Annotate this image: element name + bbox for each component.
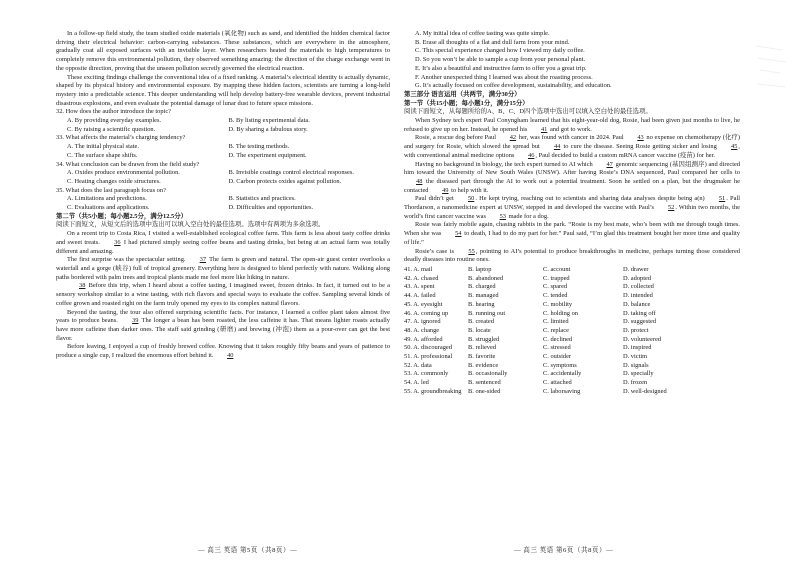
choice-cell: C. declined [543,335,573,343]
choice-cell: B. relieved [468,344,497,352]
choice-cell: 51. A. professional [404,353,453,361]
choice-cell: 54. A. led [404,379,429,387]
sentence-option: E. It’s also a beautiful and instructive farm to offer you a great trip. [415,64,587,72]
choice-cell: B. sentenced [468,379,501,387]
answer-option: C. Evaluations and applications. [67,204,150,212]
passage-paragraph: These exciting findings challenge the conventional idea of a fixed ranking. A material’s electrical identity is actually dynamic, shaped by its physical history and environmental exposure. By mapping these hidden factors, scientists are turning a long-held mystery into a predictable science. This deeper understanding will help develop battery-free wearable devices, prevent industrial disastrous explosions, and even evaluate the potential damage of lunar dust to future space missions. [56,73,390,107]
blank-55: 55 [468,247,475,255]
choice-cell: D. intended [623,292,653,300]
question-options [56,143,390,160]
left-column [56,30,390,543]
passage-paragraph: Rosie was fairly mobile again, chasing rabbits in the park. “Rosie is my best mate, who’s been with me through tough times. When she was 54 to death, I had to do my part for her.” Paul said, “I’m glad this treatment bought her more time and quality of life.” [404,221,740,246]
blank-49: 49 [442,186,449,194]
choice-cell: 46. A. coming up [404,309,449,317]
choice-cell: C. replace [543,326,569,334]
choice-cell: C. tended [543,292,568,300]
answer-option: C. Heating changes oxide structures. [67,177,161,185]
sentence-option: B. Erase all thoughts of a flat and dull farm from your mind. [415,38,570,46]
answer-option: A. By providing everyday examples. [67,117,162,125]
choice-cell: D. balance [623,300,651,308]
choice-cell: C. symptoms [543,361,577,369]
choice-cell: C. spared [543,283,568,291]
choice-cell: 42. A. chased [404,274,439,282]
answer-option: D. The experiment equipment. [228,151,307,159]
passage-paragraph: Rosie’s case is 55, pointing to AI’s potential to produce breakthroughs in medicine, perhaps turning those considered deadly diseases into routine ones. [404,247,740,264]
choice-cell: 43. A. spent [404,283,435,291]
sentence-option: D. So you won’t be able to sample a cup from your personal plant. [415,56,586,64]
choice-cell: 50. A. discouraged [404,344,452,352]
blank-41: 41 [540,125,548,133]
passage-paragraph: In a follow-up field study, the team studied oxide materials (氧化物) such as sand, and identified the hidden chemical factor driving their electrical behavior: carbon-carrying substances. These substances, which are everywhere in the atmosphere, gradually coat all exposed surfaces with an invisible layer. When researchers heated the materials to high temperatures to completely remove this environmental pollution, they observed something amazing: the direction of the charge exchange went in the opposite direction, proving that the unseen pollution secretly governed the electrical reaction. [56,30,390,72]
blank-45: 45 [731,143,738,151]
answer-option: B. The testing methods. [228,143,290,151]
choice-cell: C. stressed [543,344,571,352]
choice-cell: C. outsider [543,353,572,361]
blank-37: 37 [199,256,207,264]
choice-cell: D. collected [623,283,654,291]
blank-48: 48 [416,177,423,185]
choice-cell: B. laptop [468,265,492,273]
choice-cell: D. volunteered [623,335,661,343]
choice-cell: C. laborsaving [543,387,581,395]
choice-cell: B. charged [468,283,496,291]
answer-option: A. The initial physical state. [67,143,139,151]
question-stem: 33. What affects the material’s charging tendency? [56,134,186,142]
choice-cell: D. adopted [623,274,652,282]
question-stem: 35. What does the last paragraph focus on? [56,186,166,194]
answer-option: D. Carbon protects oxides against pollution. [228,177,342,185]
sentence-option: F. Another unexpected thing I learned was about the roasting process. [415,73,593,81]
blank-52: 52 [667,204,675,212]
section-heading: 第一节（共15小题；每小题1分，满分15分） [404,99,529,107]
answer-option: A. Limitations and predictions. [67,195,147,203]
choice-cell: C. limited [543,318,569,326]
blank-39: 39 [132,317,139,325]
faint-handwriting-mark [752,40,792,100]
choice-cell: C. trapped [543,274,570,282]
question-options [56,169,390,186]
passage-paragraph: Having no background in biology, the tech expert turned to AI which 47 genomic sequencing (基因组测序) and directed him toward the University of New South Wales (UNSW). After having Rosie’s DNA sequenced, Paul compared her cells to 48 the diseased part through the AI to work out a potential treatment. Soon he settled on a plan, but the drugmaker he contacted 49 to help with it. [404,160,740,194]
blank-38: 38 [79,282,86,290]
passage-paragraph: Before leaving, I enjoyed a cup of freshly brewed coffee. Knowing that it takes roughly fifty beans and years of patience to produce a single cup, I realized the enormous effort behind it. 40 [56,343,390,360]
choice-cell: C. holding on [543,309,578,317]
choice-cell: 45. A. eyesight [404,300,443,308]
answer-option: C. By raising a scientific question. [67,125,156,133]
choice-cell: C. account [543,265,571,273]
choice-cell: D. suggested [623,318,657,326]
option-list [404,30,740,91]
choice-cell: D. well-designed [623,387,667,395]
passage-paragraph: Beyond the tasting, the tour also offered surprising scientific facts. For instance, I learned a coffee plant takes almost five years to produce beans. 39 The longer a bean has been roasted, the less caffeine it has. That means lighter roasts actually have more caffeine than darker ones. The staff said grinding (研磨) and brewing (冲泡) them as a pour-over can get the best flavor. [56,308,390,342]
page-footer-right: — 高三 英语 第6页（共8页）— [514,547,614,555]
blank-43: 43 [637,134,644,142]
choice-cell: D. signals [623,361,649,369]
question-options [56,117,390,134]
choice-cell: B. locate [468,326,491,334]
choice-cell: D. victim [623,353,648,361]
answer-option: B. Invisible coatings control electrical responses. [228,169,354,177]
choice-cell: B. evidence [468,361,499,369]
passage-paragraph: The first surprise was the spectacular setting. 37 The farm is green and natural. The open-air guest center overlooks a waterfall and a gorge (峡谷) full of tropical greenery. Everything here is designed to blend perfectly with nature. Walking along paths bordered with palm trees and tropical plants made me feel more like hiking in nature. [56,256,390,281]
blank-53: 53 [499,212,506,220]
blank-44: 44 [553,143,561,151]
question-list [56,108,390,212]
answer-option: D. Difficulties and opportunities. [228,204,314,212]
blank-36: 36 [114,238,121,246]
choice-cell: C. mobility [543,300,573,308]
choice-cell: 41. A. mail [404,265,433,273]
choice-cell: C. accidentally [543,370,582,378]
answer-option: B. By listing experimental data. [228,117,310,125]
passage-paragraph: Rosie, a rescue dog before Paul 42 her, was found with cancer in 2024. Paul 43 no expense on chemotherapy (化疗) and surgery for Rosie, which slowed the spread but 44 to cure the disease. Seeing Rosie getting sicker and losing 45, with conventional animal medicine options 46, Paul decided to build a custom mRNA cancer vaccine (疫苗) for her. [404,134,740,159]
choice-cell: D. specially [623,370,654,378]
blank-54: 54 [455,230,462,238]
choice-cell: B. one-sided [468,387,501,395]
answer-choices-table [404,266,740,397]
blank-47: 47 [606,160,613,168]
right-column [404,30,740,543]
question-stem: 32. How does the author introduce the topic? [56,108,172,116]
answer-option: D. By sharing a fabulous story. [228,125,308,133]
passage-paragraph: When Sydney tech expert Paul Conyngham learned that his eight-year-old dog, Rosie, had been given just months to live, he refused to give up on her. Instead, he opened his 41 and got to work. [404,117,740,133]
choice-cell: B. struggled [468,335,500,343]
blank-50: 50 [467,195,475,203]
choice-cell: D. frozen [623,379,648,387]
choice-cell: 55. A. groundbreaking [404,387,462,395]
passage-paragraph: On a recent trip to Costa Rica, I visited a well-established ecological coffee farm. This farm is less about tasty coffee drinks and sweet treats. 36 I had pictured simply seeing coffee beans and tasting drinks, but being at an actual farm was totally different and amazing. [56,230,390,255]
passage-paragraph: Paul didn’t get 50. He kept trying, reaching out to scientists and sharing data analyses despite being a(n) 51. Pall Thordarson, a nanomedicine expert at UNSW, stepped in and developed the vaccine with Paul’s 52. Within two months, the world’s first cancer vaccine was 53 made for a dog. [404,195,740,220]
blank-40: 40 [227,352,234,360]
choice-cell: 53. A. commonly [404,370,449,378]
question-stem: 34. What conclusion can be drawn from the field study? [56,160,200,168]
choice-cell: D. protect [623,326,649,334]
choice-cell: B. abandoned [468,274,504,282]
answer-option: A. Oxides produce environmental pollution. [67,169,180,177]
choice-cell: 49. A. afforded [404,335,443,343]
part-heading: 第三部分 语言运用（共两节，满分30分） [404,90,521,98]
passage-paragraph: 38 Before this trip, when I heard about a coffee tasting, I imagined sweet, frozen drinks. In fact, it turned out to be a sensory workshop similar to a wine tasting, with rich flavors and special ways to evaluate the coffee. Sampling several kinds of coffee grown and roasted right on the farm truly opened my eyes to its complex natural flavors. [56,282,390,307]
answer-option: C. The surface shape shifts. [67,151,138,159]
choice-cell: 44. A. failed [404,292,436,300]
section-heading: 第二节（共5小题；每小题2.5分，满分12.5分） [56,212,188,220]
sentence-option: C. This special experience changed how I viewed my daily coffee. [415,47,585,55]
choice-cell: B. managed [468,292,499,300]
choice-cell: B. favorite [468,353,496,361]
choice-cell: B. hearing [468,300,495,308]
section-instruction: 阅读下面短文，从每题所给的A、B、C、D四个选项中选出可以填入空白处的最佳选项。 [404,108,652,116]
choice-cell: C. attached [543,379,572,387]
choice-cell: B. running out [468,309,506,317]
choice-cell: B. created [468,318,494,326]
sentence-option: G. It’s actually focused on coffee development, sustainability, and education. [415,82,612,90]
answer-option: B. Statistics and practices. [228,195,296,203]
choice-cell: D. inspired [623,344,652,352]
blank-42: 42 [509,134,517,142]
sentence-option: A. My initial idea of coffee tasting was quite simple. [415,30,550,37]
blank-51: 51 [718,195,726,203]
choice-cell: D. taking off [623,309,656,317]
question-options [56,195,390,212]
blank-46: 46 [528,151,535,159]
choice-cell: D. drawer [623,265,649,273]
choice-cell: 47. A. ignored [404,318,441,326]
choice-cell: 52. A. data [404,361,432,369]
choice-cell: 48. A. change [404,326,440,334]
choice-cell: B. occasionally [468,370,508,378]
page-footer-left: — 高三 英语 第5页（共8页）— [198,547,298,555]
section-instruction: 阅读下面短文，从短文后的选项中选出可以填入空白处的最佳选项。选项中有两项为多余选项。 [56,221,325,229]
